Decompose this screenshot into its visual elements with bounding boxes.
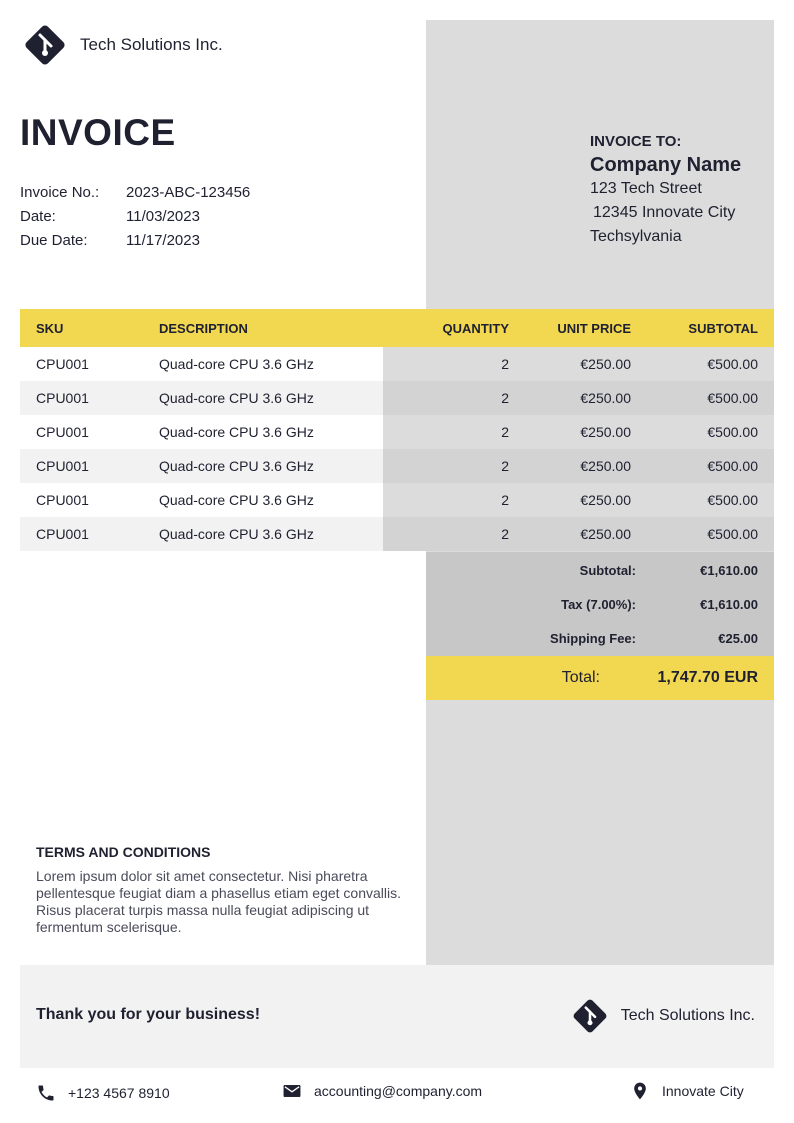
header-logo — [20, 20, 223, 70]
cell-subtotal: €500.00 — [647, 381, 774, 415]
cell-description: Quad-core CPU 3.6 GHz — [159, 492, 314, 508]
line-items-table — [20, 309, 774, 551]
table-row — [20, 483, 774, 517]
phone-icon — [36, 1083, 56, 1103]
summary-tax-label: Tax (7.00%): — [561, 596, 636, 612]
table-row — [20, 347, 774, 381]
cell-quantity: 2 — [383, 415, 525, 449]
footer-logo — [569, 995, 755, 1037]
summary-box — [426, 552, 774, 656]
due-date-label: Due Date: — [20, 232, 88, 249]
cell-description: Quad-core CPU 3.6 GHz — [143, 517, 383, 551]
table-row — [20, 415, 774, 449]
cell-description: Quad-core CPU 3.6 GHz — [159, 356, 314, 372]
invoice-date: 11/03/2023 — [126, 208, 200, 225]
summary-subtotal-row — [426, 553, 774, 587]
cell-sku: CPU001 — [20, 517, 143, 551]
phone-number: +123 4567 8910 — [68, 1085, 170, 1101]
cell-subtotal: €500.00 — [647, 517, 774, 551]
mail-icon — [282, 1081, 302, 1101]
bill-to-city: 12345 Innovate City — [593, 204, 736, 221]
terms-section — [36, 844, 406, 936]
summary-tax-value: €1,610.00 — [700, 596, 758, 612]
cell-description: Quad-core CPU 3.6 GHz — [143, 449, 383, 483]
cell-unit-price: €250.00 — [525, 449, 647, 483]
bill-to-region: Techsylvania — [590, 228, 682, 245]
contact-email[interactable] — [282, 1081, 482, 1101]
cell-quantity: 2 — [383, 449, 525, 483]
summary-subtotal-value: €1,610.00 — [700, 562, 758, 578]
bill-to — [590, 133, 774, 249]
table-row — [20, 449, 774, 483]
header-description: DESCRIPTION — [143, 309, 383, 347]
terms-title: TERMS AND CONDITIONS — [36, 844, 211, 860]
invoice-meta — [20, 181, 250, 253]
cell-quantity: 2 — [383, 381, 525, 415]
contact-location — [630, 1081, 744, 1101]
total-box — [426, 656, 774, 700]
summary-subtotal-label: Subtotal: — [579, 562, 636, 578]
location-pin-icon — [630, 1081, 650, 1101]
thanks-message: Thank you for your business! — [36, 1006, 261, 1023]
table-row — [20, 517, 774, 551]
cell-quantity: 2 — [383, 347, 525, 381]
branch-logo-icon — [569, 995, 611, 1037]
cell-subtotal: €500.00 — [647, 415, 774, 449]
cell-sku: CPU001 — [20, 449, 143, 483]
cell-unit-price: €250.00 — [525, 517, 647, 551]
location-text: Innovate City — [662, 1083, 744, 1099]
cell-sku: CPU001 — [20, 381, 143, 415]
table-header-row — [20, 309, 774, 347]
bill-to-label: INVOICE TO: — [590, 133, 682, 150]
bill-to-company: Company Name — [590, 154, 742, 176]
cell-sku: CPU001 — [36, 424, 89, 440]
cell-quantity: 2 — [383, 483, 525, 517]
branch-logo-icon — [20, 20, 70, 70]
cell-subtotal: €500.00 — [647, 449, 774, 483]
terms-text: Lorem ipsum dolor sit amet consectetur. Nisi pharetra pellentesque feugiat diam a phasellus etiam eget convallis. Risus placerat turpis massa nulla feugiat adipiscing ut fermentum scelerisque. — [36, 868, 402, 935]
footer-company-name: Tech Solutions Inc. — [620, 1007, 755, 1024]
cell-description: Quad-core CPU 3.6 GHz — [143, 381, 383, 415]
cell-unit-price: €250.00 — [525, 381, 647, 415]
invoice-number-label: Invoice No.: — [20, 184, 100, 201]
bill-to-street: 123 Tech Street — [590, 180, 702, 197]
email-address: accounting@company.com — [314, 1083, 483, 1099]
contact-phone[interactable] — [36, 1083, 170, 1103]
total-value: 1,747.70 EUR — [657, 669, 758, 686]
summary-shipping-value: €25.00 — [718, 630, 758, 646]
cell-unit-price: €250.00 — [525, 483, 647, 517]
cell-unit-price: €250.00 — [525, 347, 647, 381]
cell-quantity: 2 — [383, 517, 525, 551]
header-sku: SKU — [20, 309, 143, 347]
table-row — [20, 381, 774, 415]
total-label: Total: — [561, 669, 600, 686]
summary-shipping-row — [426, 621, 774, 655]
cell-description: Quad-core CPU 3.6 GHz — [159, 424, 314, 440]
invoice-date-label: Date: — [20, 208, 56, 225]
cell-subtotal: €500.00 — [647, 483, 774, 517]
header-quantity: QUANTITY — [383, 309, 525, 347]
header-subtotal: SUBTOTAL — [647, 309, 774, 347]
header-unit-price: UNIT PRICE — [525, 309, 647, 347]
thanks-band — [20, 965, 774, 1068]
cell-sku: CPU001 — [36, 356, 89, 372]
contact-bar — [0, 1078, 794, 1108]
invoice-number: 2023-ABC-123456 — [126, 184, 251, 201]
cell-subtotal: €500.00 — [647, 347, 774, 381]
summary-shipping-label: Shipping Fee: — [550, 630, 636, 646]
summary-tax-row — [426, 587, 774, 621]
cell-sku: CPU001 — [36, 492, 89, 508]
company-name: Tech Solutions Inc. — [80, 35, 223, 54]
due-date: 11/17/2023 — [126, 232, 200, 249]
invoice-title: INVOICE — [20, 112, 176, 153]
cell-unit-price: €250.00 — [525, 415, 647, 449]
